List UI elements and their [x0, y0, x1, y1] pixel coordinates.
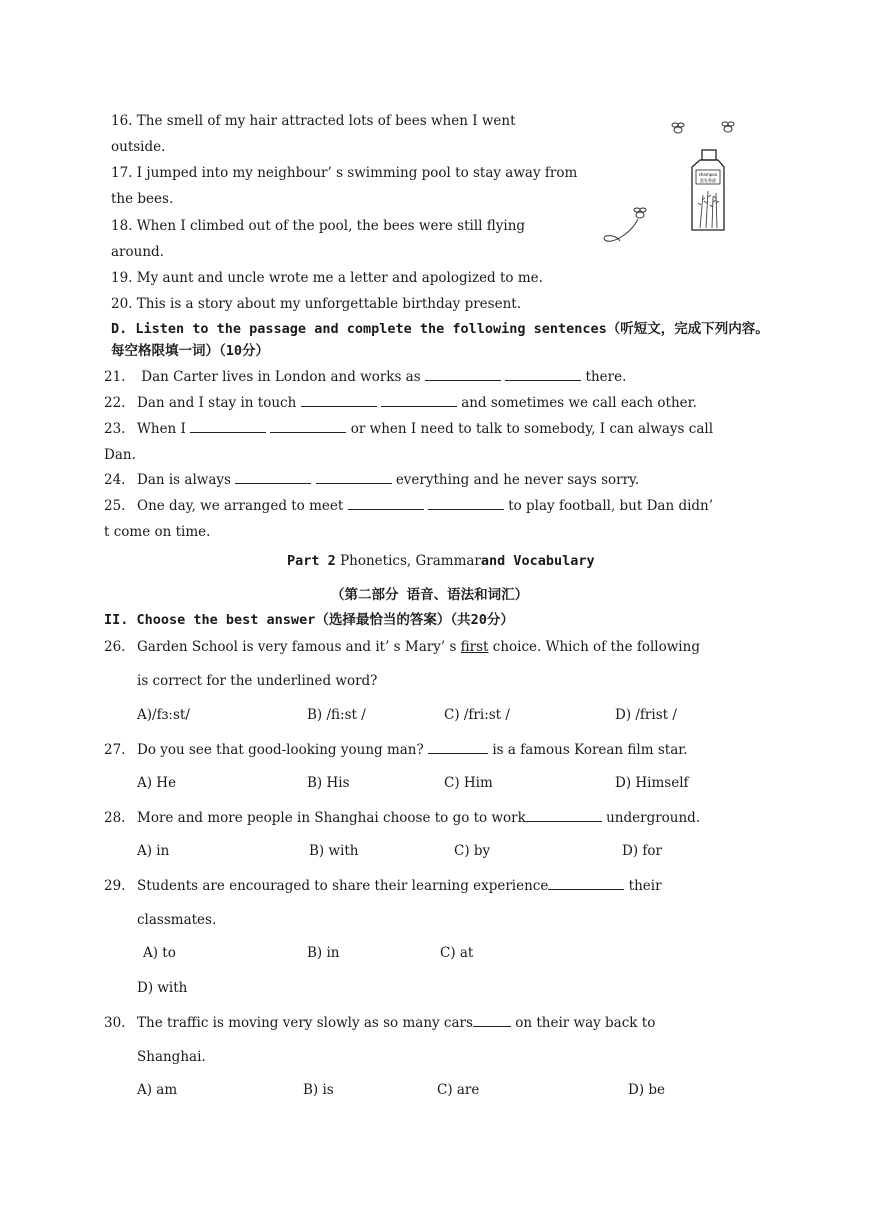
- option-c[interactable]: C) are: [437, 1082, 480, 1098]
- bee-flight-path: [604, 219, 638, 241]
- option-b[interactable]: B) with: [309, 843, 359, 859]
- answer-blank[interactable]: [235, 471, 311, 484]
- answer-blank[interactable]: [505, 368, 581, 381]
- question-29-cont: classmates.: [137, 912, 217, 928]
- question-21: 21. Dan Carter lives in London and works as there.: [104, 369, 627, 385]
- option-c[interactable]: C) Him: [444, 775, 493, 791]
- part-2-title-cn: （第二部分 语音、语法和词汇）: [331, 587, 529, 603]
- option-b[interactable]: B) in: [307, 945, 340, 961]
- answer-blank[interactable]: [428, 741, 488, 754]
- option-a[interactable]: A) in: [137, 843, 170, 859]
- question-24: 24. Dan is always everything and he never says sorry.: [104, 472, 640, 488]
- answer-blank[interactable]: [526, 809, 602, 822]
- option-b[interactable]: B) /fi:st /: [307, 707, 366, 723]
- item-18-cont: around.: [111, 244, 164, 260]
- section-d-heading-2: 每空格限填一词）（10分）: [111, 343, 270, 359]
- shampoo-bottle: [692, 150, 724, 230]
- bee-icon: [672, 123, 684, 133]
- answer-blank[interactable]: [348, 497, 424, 510]
- question-25-cont: t come on time.: [104, 524, 211, 540]
- question-28: 28. More and more people in Shanghai choose to go to work underground.: [104, 810, 701, 826]
- item-16: 16. The smell of my hair attracted lots of bees when I went: [111, 113, 516, 129]
- answer-blank[interactable]: [301, 394, 377, 407]
- bottle-label-cn: 洗发香波: [700, 178, 716, 183]
- option-d[interactable]: D) /frist /: [615, 707, 677, 723]
- option-a[interactable]: A) He: [137, 775, 177, 791]
- answer-blank[interactable]: [270, 420, 346, 433]
- question-23: 23. When I or when I need to talk to somebody, I can always call: [104, 421, 714, 437]
- option-d[interactable]: D) be: [628, 1082, 666, 1098]
- shampoo-bees-illustration: [600, 115, 770, 255]
- bee-icon: [634, 208, 646, 218]
- question-26-cont: is correct for the underlined word?: [137, 673, 378, 689]
- option-c[interactable]: C) by: [454, 843, 491, 859]
- item-16-cont: outside.: [111, 139, 166, 155]
- bee-icon: [722, 122, 734, 132]
- option-c[interactable]: C) /fri:st /: [444, 707, 510, 723]
- question-22: 22. Dan and I stay in touch and sometimes we call each other.: [104, 395, 697, 411]
- answer-blank[interactable]: [425, 368, 501, 381]
- item-17: 17. I jumped into my neighbour’ s swimming pool to stay away from: [111, 165, 578, 181]
- underlined-word: first: [460, 639, 489, 655]
- option-d[interactable]: D) with: [137, 980, 188, 996]
- question-30-cont: Shanghai.: [137, 1049, 206, 1065]
- question-25: 25. One day, we arranged to meet to play football, but Dan didn’: [104, 498, 714, 514]
- answer-blank[interactable]: [473, 1014, 511, 1027]
- question-23-cont: Dan.: [104, 447, 136, 463]
- option-b[interactable]: B) is: [303, 1082, 334, 1098]
- option-d[interactable]: D) for: [622, 843, 662, 859]
- answer-blank[interactable]: [548, 877, 624, 890]
- question-26: 26. Garden School is very famous and it’ s Mary’ s first choice. Which of the following: [104, 639, 700, 655]
- question-29: 29. Students are encouraged to share their learning experience their: [104, 878, 662, 894]
- answer-blank[interactable]: [428, 497, 504, 510]
- item-17-cont: the bees.: [111, 191, 174, 207]
- item-18: 18. When I climbed out of the pool, the bees were still flying: [111, 218, 526, 234]
- answer-blank[interactable]: [316, 471, 392, 484]
- lavender-icon: [698, 191, 719, 228]
- option-a[interactable]: A)/fɜːst/: [137, 707, 190, 723]
- section-2-heading: II. Choose the best answer（选择最恰当的答案）（共20分）: [104, 612, 514, 628]
- option-a[interactable]: A) to: [143, 945, 176, 961]
- item-19: 19. My aunt and uncle wrote me a letter and apologized to me.: [111, 270, 543, 286]
- option-c[interactable]: C) at: [440, 945, 474, 961]
- bottle-label-en: shampoo: [698, 172, 718, 177]
- part-2-title: Part 2 Phonetics, Grammarand Vocabulary: [287, 553, 595, 569]
- question-30: 30. The traffic is moving very slowly as so many cars on their way back to: [104, 1015, 656, 1031]
- option-d[interactable]: D) Himself: [615, 775, 689, 791]
- answer-blank[interactable]: [381, 394, 457, 407]
- answer-blank[interactable]: [190, 420, 266, 433]
- section-d-heading: D. Listen to the passage and complete the following sentences（听短文，完成下列内容。: [111, 321, 769, 337]
- item-20: 20. This is a story about my unforgettable birthday present.: [111, 296, 521, 312]
- option-b[interactable]: B) His: [307, 775, 350, 791]
- question-27: 27. Do you see that good-looking young man? is a famous Korean film star.: [104, 742, 688, 758]
- option-a[interactable]: A) am: [137, 1082, 178, 1098]
